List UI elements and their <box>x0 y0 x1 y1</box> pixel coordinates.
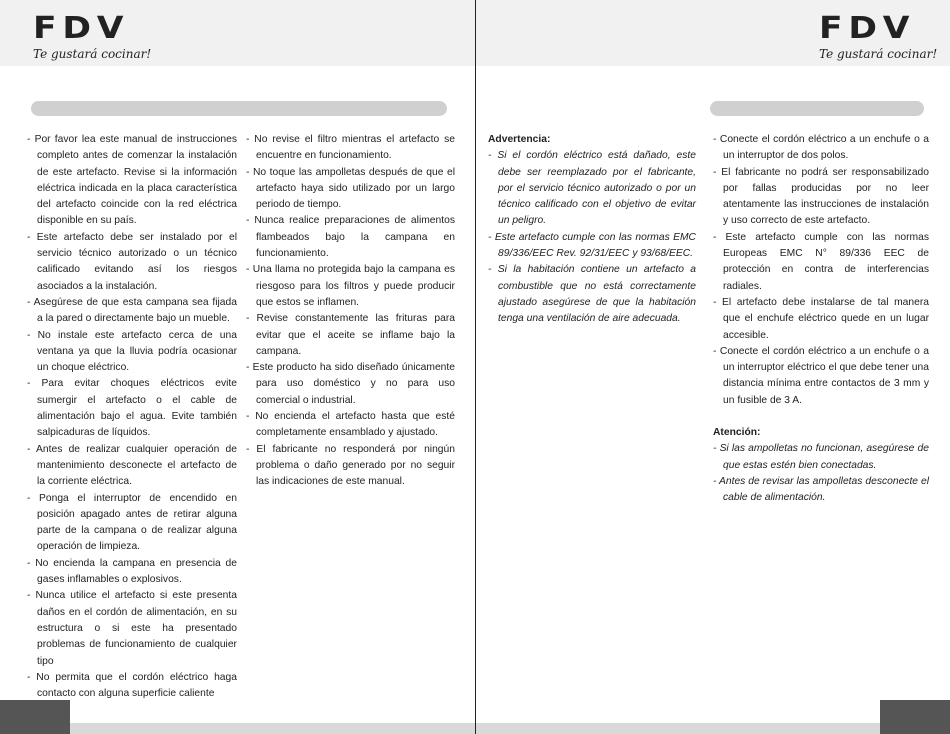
list-item: - Este artefacto cumple con las normas EMC 89/336/EEC Rev. 92/31/EEC y 93/68/EEC. <box>488 231 696 260</box>
list-item: - No permita que el cordón eléctrico haga contacto con alguna superficie caliente <box>27 671 237 700</box>
safety-column-2 <box>246 132 455 491</box>
list-item: - Una llama no protegida bajo la campana es riesgoso para los filtros y puede producir que estos se inflamen. <box>246 264 455 308</box>
list-item: - Este artefacto debe ser instalado por el servicio técnico autorizado o un técnico calificado evitando así los riesgos asociados a la instalación. <box>27 231 237 292</box>
list-item: - Este artefacto cumple con las normas Europeas EMC N° 89/336 EEC de protección en contra de interferencias radiales. <box>713 231 929 292</box>
list-item: - El fabricante no podrá ser responsabilizado por fallas producidas por no leer atentamente las instrucciones de instalación y uso correcto de este artefacto. <box>713 166 929 227</box>
list-item: - Revise constantemente las frituras para evitar que el aceite se inflame bajo la campana. <box>246 313 455 357</box>
list-item: - No revise el filtro mientras el artefacto se encuentre en funcionamiento. <box>246 134 455 162</box>
warning-heading: Advertencia: <box>488 134 551 145</box>
list-item: - No instale este artefacto cerca de una ventana ya que la lluvia podría ocasionar un choque eléctrico. <box>27 329 237 374</box>
brand-name: FDV <box>819 11 916 46</box>
list-item: - Antes de realizar cualquier operación de mantenimiento desconecte el artefacto de la corriente eléctrica. <box>27 443 237 488</box>
list-item: - El fabricante no responderá por ningún problema o daño generado por no seguir las indicaciones de este manual. <box>246 443 455 488</box>
warning-column <box>488 132 696 328</box>
section-title-bar <box>710 101 924 116</box>
list-item: - Este producto ha sido diseñado únicamente para uso doméstico y no para uso comercial o industrial. <box>246 362 455 406</box>
list-item: - Por favor lea este manual de instrucciones completo antes de comenzar la instalación de este artefacto. Revise si la información eléctrica indicada en la placa característica del artefacto coincide con la red eléctrica disponible en su país. <box>27 134 237 227</box>
attention-heading: Atención: <box>713 427 761 439</box>
list-item: - Para evitar choques eléctricos evite sumergir el artefacto o el cable de alimentación bajo el agua. Evite también salpicaduras de líquidos. <box>27 378 237 439</box>
list-item: - Si la habitación contiene un artefacto a combustible que no está correctamente ajustado asegúrese de que la habitación tenga una ventilación de aire adecuada. <box>488 264 696 325</box>
footer-page-tab <box>880 700 950 734</box>
electrical-column <box>713 132 929 507</box>
list-item: - Conecte el cordón eléctrico a un enchufe o a un interruptor eléctrico el que debe tener una distancia mínima entre contactos de 3 mm y un fusible de 3 A. <box>713 345 929 406</box>
footer-page-tab <box>0 700 70 734</box>
brand-name: FDV <box>33 11 130 46</box>
footer-band <box>70 723 475 734</box>
right-page <box>476 0 950 734</box>
section-title-bar <box>31 101 447 116</box>
list-item: - No toque las ampolletas después de que el artefacto haya sido utilizado por un largo periodo de tiempo. <box>246 166 455 211</box>
brand-logo <box>33 11 152 61</box>
list-item: - Nunca utilice el artefacto si este presenta daños en el cordón de alimentación, en su estructura o si este ha presentado problemas de funcionamiento de cualquier tipo <box>27 590 237 667</box>
list-item: - El artefacto debe instalarse de tal manera que el enchufe eléctrico quede en un lugar accesible. <box>713 296 929 341</box>
list-item: - No encienda el artefacto hasta que esté completamente ensamblado y ajustado. <box>246 411 455 439</box>
list-item: - Conecte el cordón eléctrico a un enchufe o a un interruptor de dos polos. <box>713 134 929 162</box>
safety-column-1 <box>27 132 237 702</box>
list-item: - Asegúrese de que esta campana sea fijada a la pared o directamente bajo un mueble. <box>27 296 237 325</box>
brand-tagline: Te gustará cocinar! <box>33 47 152 61</box>
brand-logo <box>819 11 938 61</box>
footer-band <box>476 723 880 734</box>
list-item: - Nunca realice preparaciones de alimentos flambeados bajo la campana en funcionamiento. <box>246 215 455 260</box>
list-item: - Antes de revisar las ampolletas desconecte el cable de alimentación. <box>713 475 929 504</box>
brand-tagline: Te gustará cocinar! <box>819 47 938 61</box>
list-item: - Ponga el interruptor de encendido en posición apagado antes de retirar alguna parte de la campana o de realizar alguna operación de limpieza. <box>27 492 237 553</box>
list-item: - Si el cordón eléctrico está dañado, este debe ser reemplazado por el fabricante, por el servicio técnico autorizado o por un técnico calificado con el objetivo de evitar un peligro. <box>488 150 696 227</box>
spacer <box>713 409 929 425</box>
list-item: - No encienda la campana en presencia de gases inflamables o explosivos. <box>27 557 237 586</box>
list-item: - Si las ampolletas no funcionan, asegúrese de que estas estén bien conectadas. <box>713 443 929 471</box>
